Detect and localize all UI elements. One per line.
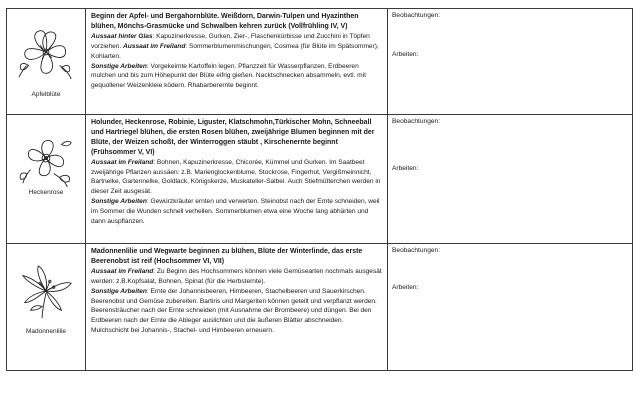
table-row (7, 9, 633, 115)
section-label: Sonstige Arbeiten (91, 287, 147, 295)
description-cell (86, 9, 388, 115)
plant-caption: Apfelblüte (31, 91, 61, 98)
madonna-lily-drawing (17, 262, 75, 320)
section-label: Sonstige Arbeiten (91, 198, 147, 206)
section-text: : Ernte der Johannisbeeren, Himbeeren, Stachelbeeren und Sauerkirschen. Beerenobst und Gemüse zubereiten. Bartiris und Margeriten können geteilt und verpflanzt werden. Beerensträucher nach der Ernte schneiden (mit Ausnahme der Brombeere) und düngen. Bei den Erdbeeren nach der Ernte die Ableger auslichten und die äußeren Blätter abschneiden. Mulchschicht bei Johannis-, Stachel- und Himbeeren erneuern. (91, 287, 377, 335)
table-row (7, 244, 633, 371)
plant-image-cell (7, 115, 86, 244)
observations-label: Beobachtungen: (392, 12, 441, 19)
section-label: Aussaat im Freiland (123, 42, 186, 50)
observations-label: Beobachtungen: (392, 118, 441, 125)
section-text: : Vorgekeimte Kartoffeln legen. Pflanzzeit für Wasserpflanzen. Erdbeeren mulchen und bis zum Höhepunkt der Blüte eifrig gießen. Nacktschnecken absammeln, evtl. mit gequollener Weizenkleie ködern. Rhabarberernte beginnt. (91, 62, 366, 90)
garden-calendar-table (6, 8, 633, 371)
section-label: Sonstige Arbeiten (91, 62, 147, 70)
notes-cell[interactable] (388, 244, 633, 371)
section-text: : Bohnen, Kapuzinerkresse, Chicorée, Kümmel und Gurken. Im Saatbeet zweijährige Pflanzen aussäen: z.B. Marienglockenblume, Stockrose, Fingerhut, Vergißmeinnicht, Bartnelke, Gartennelke, Goldlack, Königskerze, Muskateller-Salbei. Auch Stiefmütterchen werden in dieser Zeit ausgesät. (91, 158, 381, 196)
section-text: : Zu Beginn des Hochsommers können viele Gemüsearten nochmals ausgesät werden: z.B.Kopfsalat, Bohnen, Spinat (für die Herbsternte). (91, 267, 382, 285)
section-label: Aussaat hinter Glas (91, 32, 153, 40)
plant-caption: Heckenrose (28, 189, 64, 196)
section-text: : Gewürzkräuter ernten und verwerten. Steinobst nach der Ernte schneiden, weil im Sommer die Wunden schnell verheilen. Sommerblumen etwa eine Woche lang abhärten und dann auspflanzen. (91, 198, 380, 226)
row-heading: Holunder, Heckenrose, Robinie, Liguster, Klatschmohn,Türkischer Mohn, Schneeball und Hartriegel blühen, die ersten Rosen blühen, zweijährige Blumen beginnen mit der Blüte, der Weizen schoßt, der Winterroggen stäubt , Kirschenernte beginnt (Frühsommer V, VI) (91, 119, 375, 156)
plant-image-cell (7, 9, 86, 115)
plant-caption: Madonnenlilie (25, 328, 67, 335)
description-text (91, 247, 383, 336)
description-text (91, 12, 383, 91)
plant-image-cell (7, 244, 86, 371)
observations-label: Beobachtungen: (392, 247, 441, 254)
section-label: Aussaat im Freiland (91, 267, 154, 275)
work-label: Arbeiten: (392, 51, 419, 58)
section-text: : Kapuzinerkresse, Gurken, Zier-, Flaschenkürbisse und Zucchini in Töpfen vorziehen. (91, 32, 370, 50)
row-heading: Madonnenlilie und Wegwarte beginnen zu blühen, Blüte der Winterlinde, das erste Beerenobst ist reif (Hochsommer VI, VII) (91, 248, 363, 265)
description-text (91, 118, 383, 227)
apple-blossom-drawing (17, 23, 75, 81)
work-label: Arbeiten: (392, 284, 419, 291)
work-label: Arbeiten: (392, 165, 419, 172)
description-cell (86, 244, 388, 371)
section-text: : Sommerblumenmischungen, Cosmea (für Blüte im Spätsommer), Kohlarten. (91, 42, 379, 60)
table-row (7, 115, 633, 244)
section-label: Aussaat im Freiland (91, 158, 154, 166)
description-cell (86, 115, 388, 244)
row-heading: Beginn der Apfel- und Bergahornblüte. Weißdorn, Darwin-Tulpen und Hyazinthen blühen, Mönchs-Grasmücke und Schwalben kehren zurück (Vollfrühling IV, V) (91, 13, 359, 30)
notes-cell[interactable] (388, 115, 633, 244)
notes-cell[interactable] (388, 9, 633, 115)
dog-rose-drawing (17, 131, 75, 189)
